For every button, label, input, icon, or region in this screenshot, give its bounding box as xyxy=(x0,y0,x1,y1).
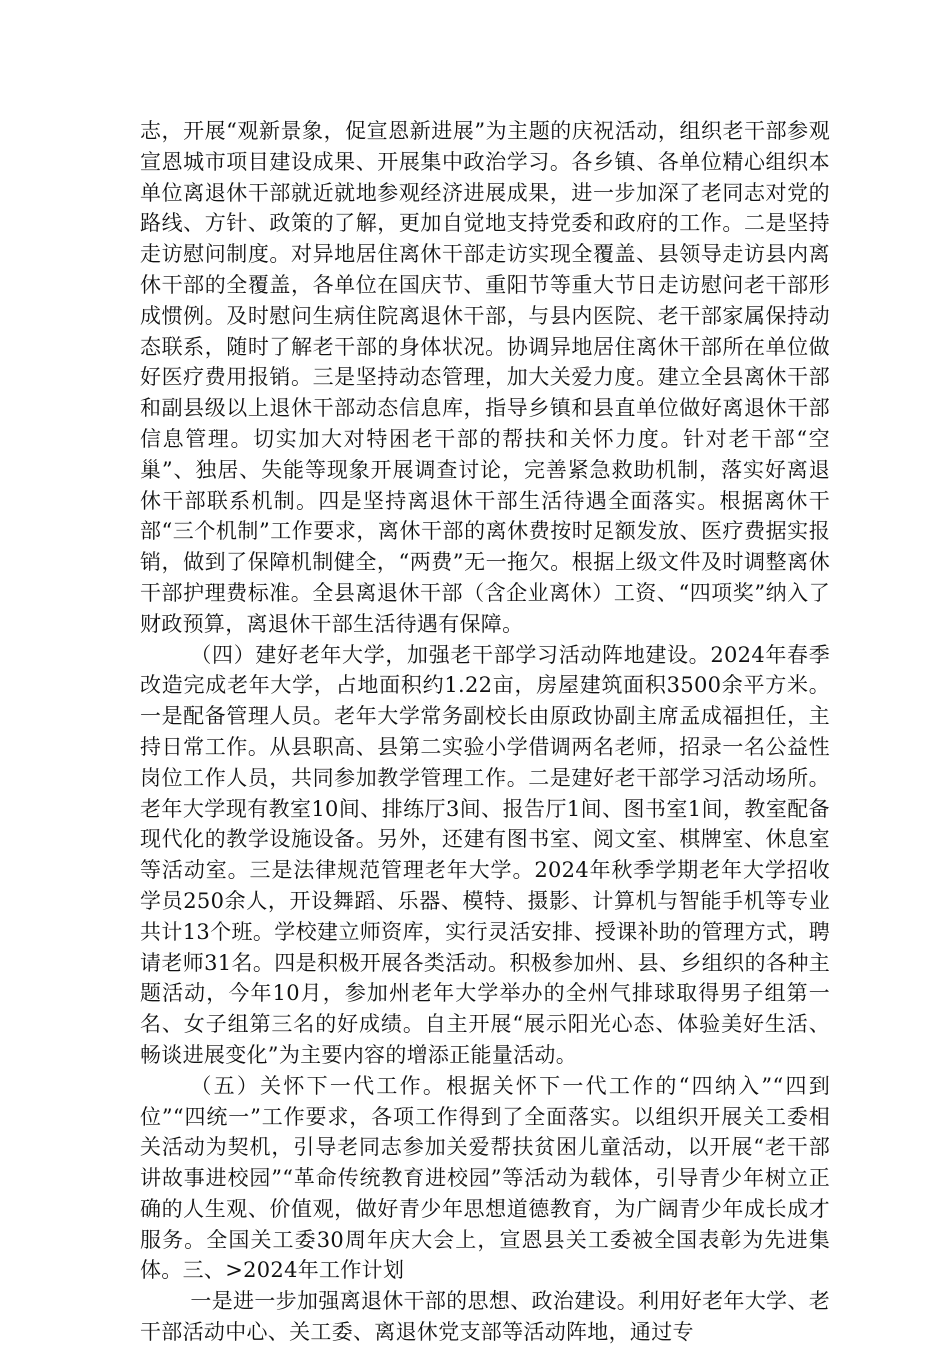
paragraph-section-5-next-generation: （五）关怀下一代工作。根据关怀下一代工作的“四纳入”“四到位”“四统一”工作要求，各项工作得到了全面落实。以组织开展关工委相关活动为契机，引导老同志参加关爱帮扶贫困儿童活动，以开展“老干部讲故事进校园”“革命传统教育进校园”等活动为载体，引导青少年树立正确的人生观、价值观，做好青少年思想道德教育，为广阔青少年成长成才服务。全国关工委30周年庆大会上，宣恩县关工委被全国表彰为先进集体。三、>2024年工作计划 xyxy=(140,1073,830,1283)
paragraph-section-4-senior-university: （四）建好老年大学，加强老干部学习活动阵地建设。2024年春季改造完成老年大学，占地面积约1.22亩，房屋建筑面积3500余平方米。一是配备管理人员。老年大学常务副校长由原政协副主席孟成福担任，主持日常工作。从县职高、县第二实验小学借调两名老师，招录一名公益性岗位工作人员，共同参加教学管理工作。二是建好老干部学习活动场所。老年大学现有教室10间、排练厅3间、报告厅1间、图书室1间，教室配备现代化的教学设施设备。另外，还建有图书室、阅文室、棋牌室、休息室等活动室。三是法律规范管理老年大学。2024年秋季学期老年大学招收学员250余人，开设舞蹈、乐器、模特、摄影、计算机与智能手机等专业共计13个班。学校建立师资库，实行灵活安排、授课补助的管理方式，聘请老师31名。四是积极开展各类活动。积极参加州、县、乡组织的各种主题活动，今年10月，参加州老年大学举办的全州气排球取得男子组第一名、女子组第三名的好成绩。自主开展“展示阳光心态、体验美好生活、畅谈进展变化”为主要内容的增添正能量活动。 xyxy=(140,642,830,1067)
document-body xyxy=(140,116,830,1348)
paragraph-continuation: 志，开展“观新景象，促宣恩新进展”为主题的庆祝活动，组织老干部参观宣恩城市项目建设成果、开展集中政治学习。各乡镇、各单位精心组织本单位离退休干部就近就地参观经济进展成果，进一步加深了老同志对党的路线、方针、政策的了解，更加自觉地支持党委和政府的工作。二是坚持走访慰问制度。对异地居住离休干部走访实现全覆盖、县领导走访县内离休干部的全覆盖，各单位在国庆节、重阳节等重大节日走访慰问老干部形成惯例。及时慰问生病住院离退休干部，与县内医院、老干部家属保持动态联系，随时了解老干部的身体状况。协调异地居住离休干部所在单位做好医疗费用报销。三是坚持动态管理，加大关爱力度。建立全县离休干部和副县级以上退休干部动态信息库，指导乡镇和县直单位做好离退休干部信息管理。切实加大对特困老干部的帮扶和关怀力度。针对老干部“空巢”、独居、失能等现象开展调查讨论，完善紧急救助机制，落实好离退休干部联系机制。四是坚持离退休干部生活待遇全面落实。根据离休干部“三个机制”工作要求，离休干部的离休费按时足额发放、医疗费据实报销，做到了保障机制健全，“两费”无一拖欠。根据上级文件及时调整离休干部护理费标准。全县离退休干部（含企业离休）工资、“四项奖”纳入了财政预算，离退休干部生活待遇有保障。 xyxy=(140,119,830,636)
paragraph-work-plan: 一是进一步加强离退休干部的思想、政治建设。利用好老年大学、老干部活动中心、关工委、离退休党支部等活动阵地，通过专 xyxy=(140,1289,830,1345)
